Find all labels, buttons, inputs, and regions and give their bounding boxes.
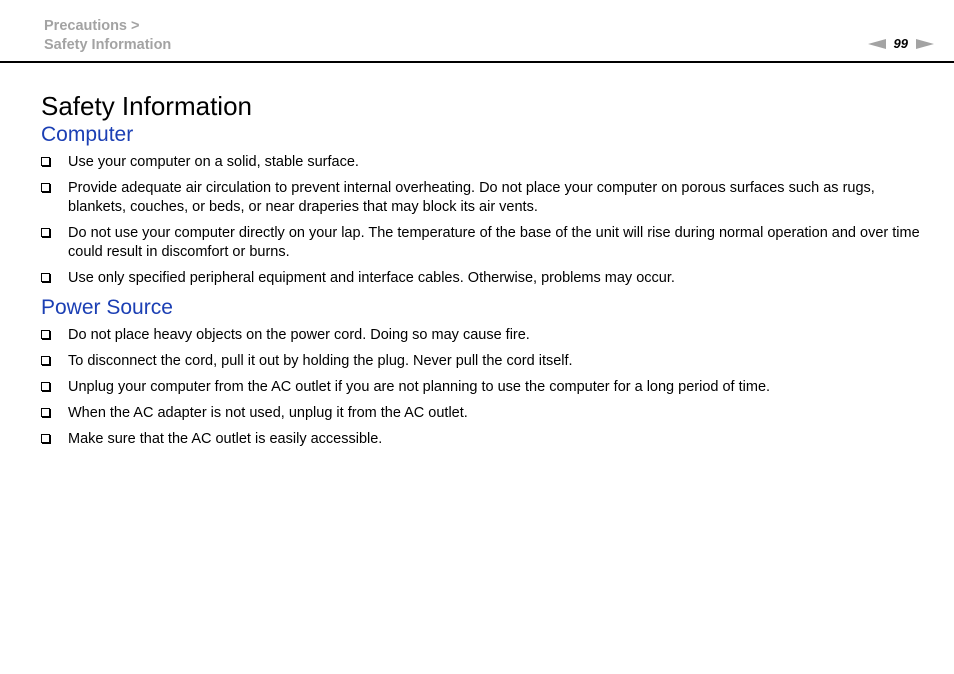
checkbox-bullet-icon	[41, 356, 50, 365]
list-item-text: Do not use your computer directly on your lap. The temperature of the base of the unit will rise during normal operation and over time could result in discomfort or burns.	[68, 225, 920, 260]
page-number: 99	[893, 36, 908, 51]
list-item	[41, 269, 921, 288]
breadcrumb-current: Safety Information	[44, 37, 172, 53]
computer-precautions-list	[41, 153, 921, 288]
page-title: Safety Information	[41, 91, 252, 121]
checkbox-bullet-icon	[41, 157, 50, 166]
list-item-text: Do not place heavy objects on the power cord. Doing so may cause fire.	[68, 327, 530, 343]
section-title-power-source: Power Source	[41, 296, 173, 319]
list-item	[41, 326, 921, 345]
list-item-text: Make sure that the AC outlet is easily accessible.	[68, 431, 383, 447]
list-item	[41, 179, 921, 217]
checkbox-bullet-icon	[41, 330, 50, 339]
list-item	[41, 352, 921, 371]
checkbox-bullet-icon	[41, 408, 50, 417]
page-header	[0, 0, 954, 63]
checkbox-bullet-icon	[41, 183, 50, 192]
page-navigator	[868, 37, 934, 51]
list-item	[41, 430, 921, 449]
next-page-arrow-icon[interactable]	[916, 39, 934, 49]
list-item	[41, 378, 921, 397]
list-item-text: Use only specified peripheral equipment and interface cables. Otherwise, problems may occur.	[68, 270, 675, 286]
list-item	[41, 153, 921, 172]
checkbox-bullet-icon	[41, 434, 50, 443]
breadcrumb	[44, 17, 171, 55]
list-item-text: To disconnect the cord, pull it out by holding the plug. Never pull the cord itself.	[68, 353, 573, 369]
list-item-text: Use your computer on a solid, stable surface.	[68, 154, 359, 170]
checkbox-bullet-icon	[41, 382, 50, 391]
main-content	[41, 90, 921, 456]
checkbox-bullet-icon	[41, 228, 50, 237]
section-title-computer: Computer	[41, 123, 134, 146]
power-source-precautions-list	[41, 326, 921, 449]
list-item	[41, 404, 921, 423]
breadcrumb-parent-link[interactable]: Precautions >	[44, 18, 140, 34]
list-item-text: Unplug your computer from the AC outlet if you are not planning to use the computer for a long period of time.	[68, 379, 771, 395]
checkbox-bullet-icon	[41, 273, 50, 282]
list-item	[41, 224, 921, 262]
list-item-text: Provide adequate air circulation to prevent internal overheating. Do not place your computer on porous surfaces such as rugs, blankets, couches, or beds, or near draperies that may block its air vents.	[68, 180, 875, 215]
previous-page-arrow-icon[interactable]	[868, 39, 886, 49]
list-item-text: When the AC adapter is not used, unplug it from the AC outlet.	[68, 405, 468, 421]
